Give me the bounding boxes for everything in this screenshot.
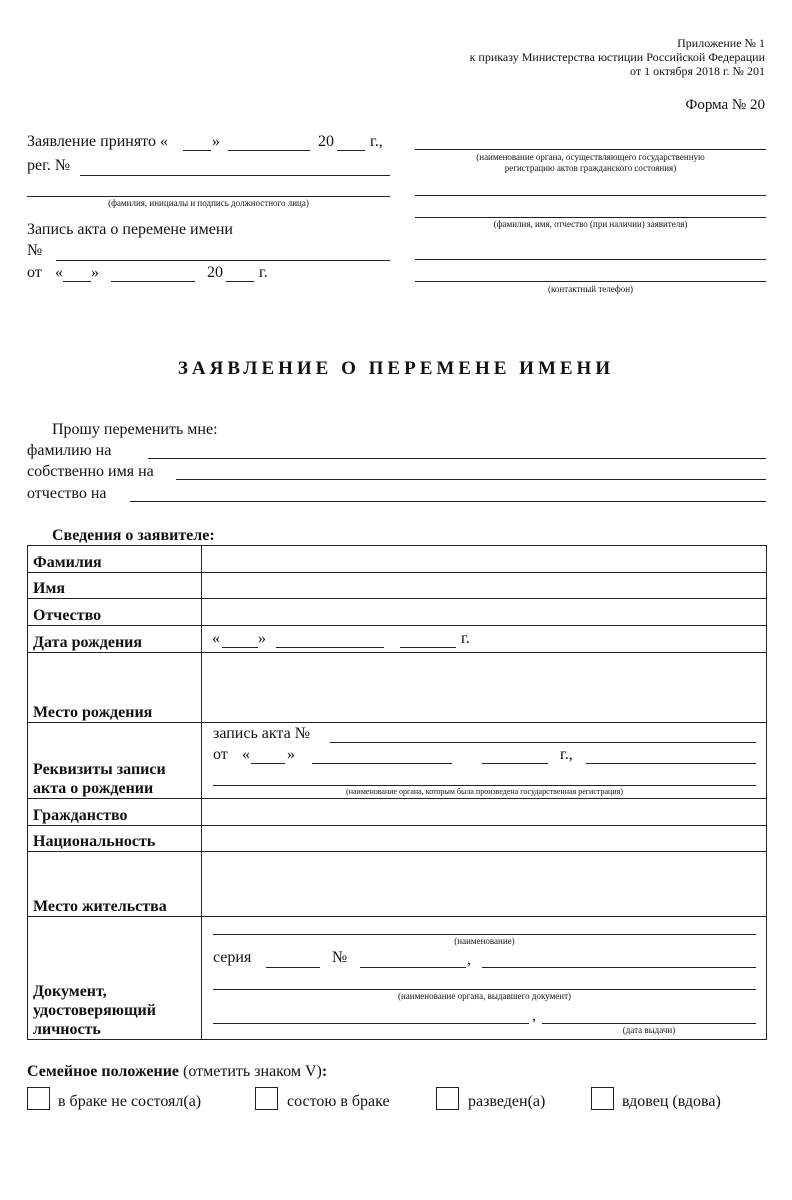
order-label: к приказу Министерства юстиции Российской Федерации [469,50,765,64]
organ-caption: (наименование органа, которым была произведена государственная регистрация) [346,787,623,796]
surname-field[interactable] [202,546,767,573]
nationality-field[interactable] [202,826,767,852]
new-patronymic-field[interactable] [130,501,766,502]
option-divorced: разведен(а) [468,1093,546,1110]
option-never-married: в браке не состоял(а) [58,1093,202,1110]
new-patronymic-label: отчество на [27,485,107,502]
name-field[interactable] [202,573,767,599]
patronymic-field[interactable] [202,599,767,626]
doc-name-field[interactable] [213,934,756,935]
reg-number-field[interactable] [80,175,390,176]
doc-extra-field[interactable] [482,967,756,968]
birth-record-no-field[interactable] [330,742,756,743]
organ-caption: (наименование органа, осуществляющего государственную [476,152,705,162]
colon: : [321,1063,328,1080]
form-number: Форма № 20 [685,97,765,113]
marital-label-bold: Семейное положение [27,1063,180,1080]
name-label: Имя [28,573,202,599]
official-field[interactable] [27,196,390,197]
birth-month-field[interactable] [276,647,384,648]
reg-number-label: рег. № [27,157,71,174]
marital-label [27,1063,327,1081]
official-caption: (фамилия, инициалы и подпись должностного лица) [108,198,309,208]
quote-close: » [287,746,295,763]
birth-record-day-field[interactable] [251,763,285,764]
quote-open: « [55,264,63,281]
quote-open: « [212,630,220,647]
id-document-label-line: удостоверяющий [33,1002,156,1019]
patronymic-label: Отчество [28,599,202,626]
new-name-label: собственно имя на [27,463,154,480]
year-prefix: 20 [207,264,223,281]
record-no-label: запись акта № [213,725,310,742]
document-title: ЗАЯВЛЕНИЕ О ПЕРЕМЕНЕ ИМЕНИ [177,358,615,379]
year-suffix: г., [370,133,383,150]
id-document-field [202,917,767,1040]
doc-series-label: серия [213,949,252,966]
applicant-heading: Сведения о заявителе: [52,527,215,544]
doc-organ-field-2[interactable] [213,1023,529,1024]
phone-field[interactable] [415,281,766,282]
appendix-label: Приложение № 1 [677,36,765,50]
nationality-label: Национальность [28,826,202,852]
applicant-name-field[interactable] [415,217,766,218]
year-end: г. [259,264,268,281]
doc-organ-caption: (наименование органа, выдавшего документ) [397,991,572,1001]
quote-close: » [91,264,99,281]
applicant-name-field[interactable] [415,195,766,196]
request-intro: Прошу переменить мне: [52,421,218,438]
checkbox-divorced[interactable] [436,1087,459,1110]
id-document-label-line: личность [33,1021,101,1038]
checkbox-widowed[interactable] [591,1087,614,1110]
doc-date-caption: (дата выдачи) [622,1025,676,1035]
new-surname-label: фамилию на [27,442,112,459]
doc-no-label: № [332,949,348,966]
applicant-caption: (фамилия, имя, отчество (при наличии) заявителя) [493,219,688,229]
record-from-label: от [213,746,228,763]
residence-label: Место жительства [28,852,202,917]
id-document-label-line: Документ, [33,983,107,1000]
year-suffix: г. [461,630,470,647]
quote-open: « [242,746,250,763]
checkbox-never-married[interactable] [27,1087,50,1110]
doc-series-field[interactable] [266,967,320,968]
birth-record-month-field[interactable] [312,763,452,764]
birth-record-label-line: Реквизиты записи [33,761,166,778]
year-suffix: г., [560,746,573,763]
residence-field[interactable] [202,852,767,917]
comma: , [467,951,471,968]
new-name-field[interactable] [176,479,766,480]
applicant-table [27,545,767,1040]
record-from-label: от [27,264,42,281]
doc-organ-field[interactable] [213,989,756,990]
option-married: состою в браке [287,1093,390,1110]
surname-label: Фамилия [28,546,202,573]
citizenship-field[interactable] [202,799,767,826]
birth-record-organ-field[interactable] [213,785,756,786]
record-day-field[interactable] [63,281,91,282]
checkbox-married[interactable] [255,1087,278,1110]
comma: , [532,1007,536,1024]
new-surname-field[interactable] [148,458,766,459]
quote-close: » [212,133,220,150]
birth-day-field[interactable] [222,647,258,648]
record-no-label: № [27,242,43,259]
accepted-day-field[interactable] [183,150,211,151]
citizenship-label: Гражданство [28,799,202,826]
birth-place-label: Место рождения [28,653,202,723]
organ-caption: регистрацию актов гражданского состояния) [504,163,677,173]
birth-place-field[interactable] [202,653,767,723]
marital-label-hint: (отметить знаком V) [183,1063,322,1080]
record-year-field[interactable] [226,281,254,282]
order-date: от 1 октября 2018 г. № 201 [629,64,765,78]
phone-caption: (контактный телефон) [547,284,634,294]
record-no-field[interactable] [56,260,390,261]
accepted-label: Заявление принято « [27,133,168,150]
doc-date-field[interactable] [542,1023,756,1024]
record-month-field[interactable] [111,281,195,282]
doc-no-field[interactable] [360,967,466,968]
birth-date-field[interactable] [202,626,767,653]
birth-year-field[interactable] [400,647,456,648]
option-widowed: вдовец (вдова) [622,1093,721,1110]
birth-date-label: Дата рождения [28,626,202,653]
year-prefix: 20 [318,133,334,150]
quote-close: » [258,630,266,647]
id-document-label [28,917,202,1040]
organ-field[interactable] [415,149,766,150]
accepted-year-field[interactable] [337,150,365,151]
birth-record-field [202,723,767,799]
birth-record-year-field[interactable] [482,763,548,764]
birth-record-label [28,723,202,799]
record-label: Запись акта о перемене имени [27,221,233,238]
accepted-month-field[interactable] [228,150,310,151]
birth-record-label-line: акта о рождении [33,780,154,797]
birth-record-extra-field[interactable] [586,763,756,764]
phone-field[interactable] [415,259,766,260]
doc-name-caption: (наименование) [454,936,515,946]
